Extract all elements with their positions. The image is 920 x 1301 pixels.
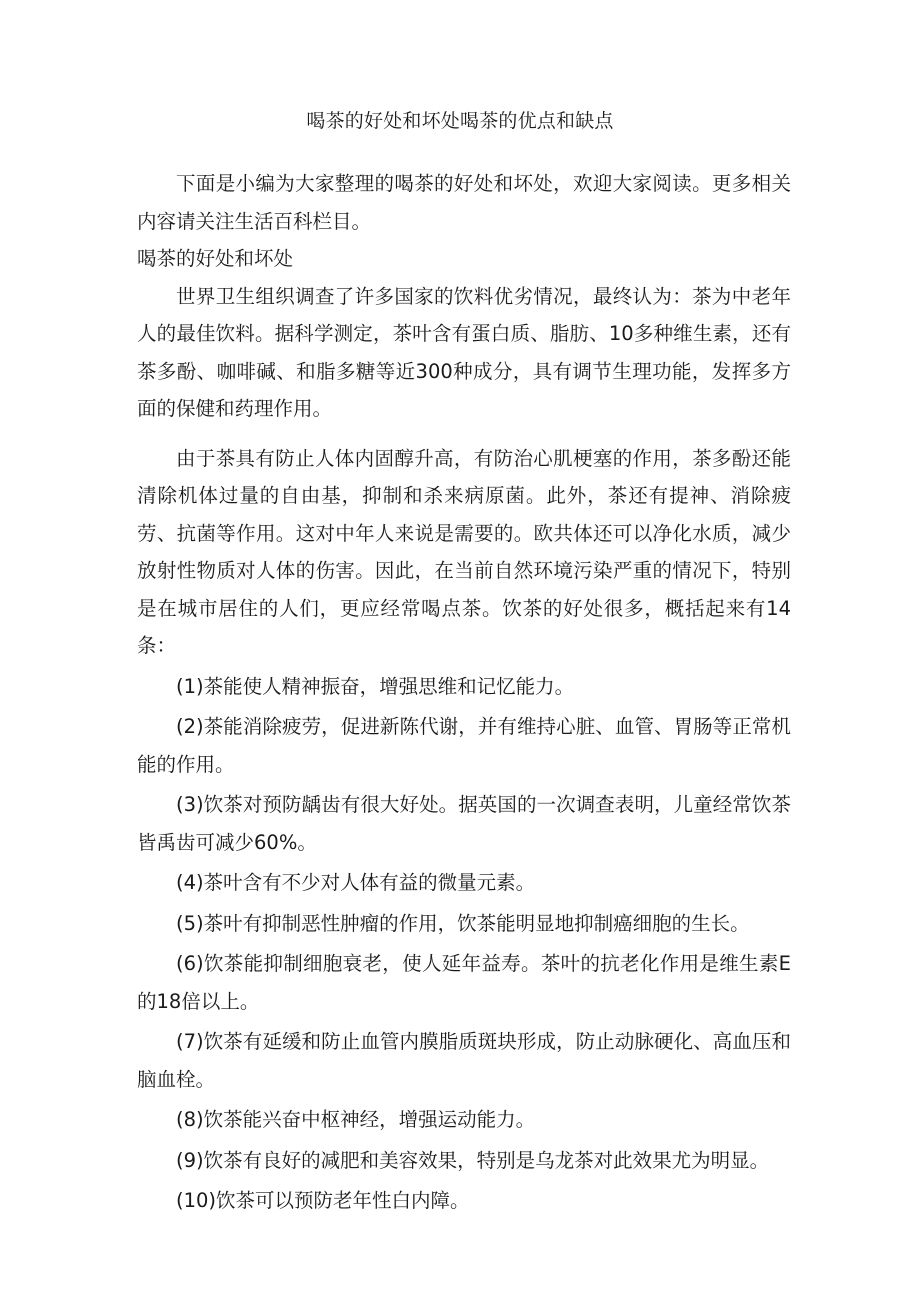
- paragraph: 由于茶具有防止人体内固醇升高，有防治心肌梗塞的作用，茶多酚还能清除机体过量的自由基，抑制和杀来病原菌。此外，茶还有提神、消除疲劳、抗菌等作用。这对中年人来说是需要的。欧共体还可以净化水质，减少放射性物质对人体的伤害。因此，在当前自然环境污染严重的情况下，特别是在城市居住的人们，更应经常喝点茶。饮茶的好处很多，概括起来有14条：: [137, 446, 791, 657]
- paragraph: 世界卫生组织调查了许多国家的饮料优劣情况，最终认为：茶为中老年人的最佳饮料。据科学测定，茶叶含有蛋白质、脂肪、10多种维生素，还有茶多酚、咖啡碱、和脂多糖等近300种成分，具有调节生理功能，发挥多方面的保健和药理作用。: [137, 284, 791, 420]
- list-item: (4)茶叶含有不少对人体有益的微量元素。: [176, 871, 536, 894]
- list-item: (8)饮茶能兴奋中枢神经，增强运动能力。: [176, 1108, 536, 1131]
- document-body: [137, 165, 791, 1220]
- section-heading: 喝茶的好处和坏处: [137, 247, 294, 270]
- document-title: 喝茶的好处和坏处喝茶的优点和缺点: [306, 110, 614, 132]
- list-item: (10)饮茶可以预防老年性白内障。: [176, 1189, 470, 1212]
- list-item: (6)饮茶能抑制细胞衰老，使人延年益寿。茶叶的抗老化作用是维生素E的18倍以上。: [137, 952, 791, 1013]
- list-item: (5)茶叶有抑制恶性肿瘤的作用，饮茶能明显地抑制癌细胞的生长。: [176, 911, 750, 935]
- list-item: (1)茶能使人精神振奋，增强思维和记忆能力。: [176, 674, 575, 698]
- intro-paragraph: 下面是小编为大家整理的喝茶的好处和坏处，欢迎大家阅读。更多相关内容请关注生活百科栏目。: [137, 172, 791, 233]
- list-item: (7)饮茶有延缓和防止血管内膜脂质斑块形成，防止动脉硬化、高血压和脑血栓。: [137, 1030, 791, 1091]
- list-item: (3)饮茶对预防龋齿有很大好处。据英国的一次调查表明，儿童经常饮茶皆禹齿可减少60%。: [137, 793, 791, 854]
- list-item: (2)茶能消除疲劳，促进新陈代谢，并有维持心脏、血管、胃肠等正常机能的作用。: [137, 715, 791, 776]
- list-item: (9)饮茶有良好的减肥和美容效果，特别是乌龙茶对此效果尤为明显。: [176, 1148, 770, 1172]
